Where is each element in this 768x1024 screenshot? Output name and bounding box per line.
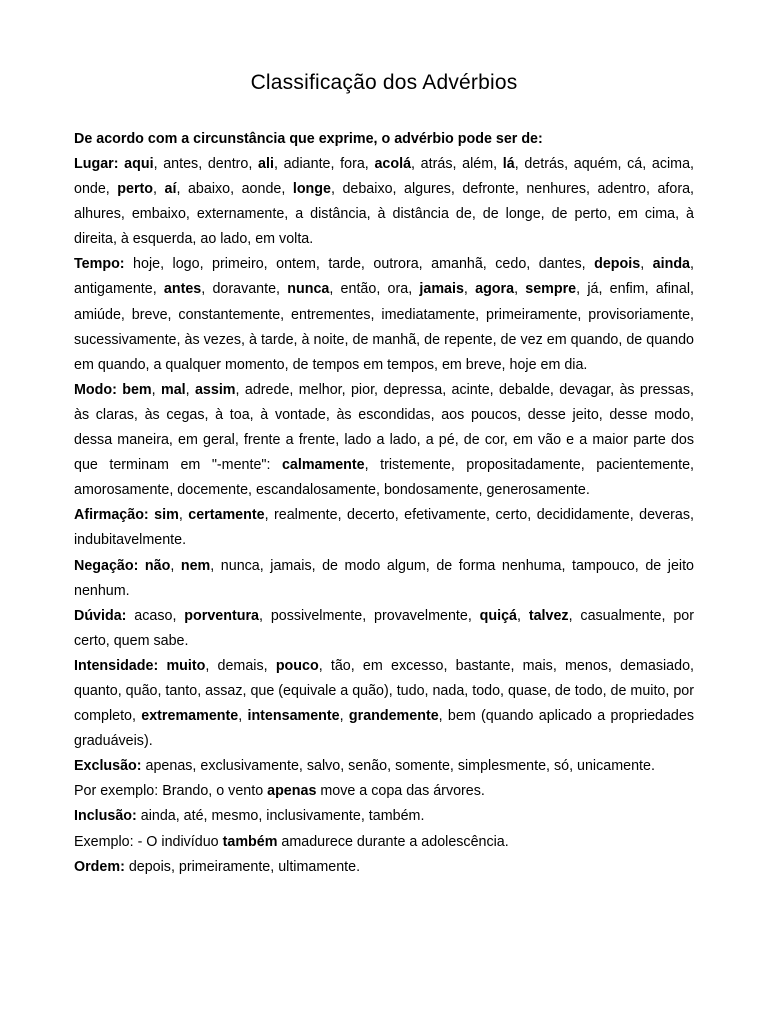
highlighted-adverb: jamais — [419, 281, 464, 298]
paragraph-text: , — [339, 708, 349, 725]
paragraph-text: , então, ora, — [329, 281, 420, 298]
highlighted-adverb: mal — [161, 381, 186, 398]
paragraph-text: , — [178, 507, 189, 524]
category-label: Exclusão: — [74, 758, 142, 775]
category-label: Ordem: — [74, 858, 125, 875]
paragraph-text: , antes, dentro, — [153, 156, 259, 172]
paragraph-text: , antigamente, — [74, 256, 694, 298]
paragraph-text: Exemplo: - O indivíduo — [74, 833, 223, 850]
paragraph-text: , realmente, decerto, efetivamente, certo, decididamente, deveras, indubitavelmente. — [74, 507, 694, 549]
paragraph-exclusao — [74, 754, 694, 779]
highlighted-adverb: grandemente — [348, 708, 439, 725]
paragraph-text: , — [640, 256, 653, 273]
paragraph-text: apenas, exclusivamente, salvo, senão, somente, simplesmente, só, unicamente. — [141, 758, 655, 775]
paragraph-text: , — [517, 607, 529, 624]
paragraph-text: amadurece durante a adolescência. — [277, 833, 509, 850]
paragraph-text: , detrás, aquém, cá, acima, onde, — [74, 156, 694, 198]
paragraph-negacao — [74, 554, 694, 604]
adverb-categories — [74, 152, 694, 880]
paragraph-inclusao — [74, 804, 694, 829]
highlighted-adverb: não — [144, 557, 171, 574]
highlighted-adverb: longe — [292, 181, 331, 198]
paragraph-text: , demais, — [205, 657, 276, 674]
paragraph-intensidade — [74, 654, 694, 754]
paragraph-text: , — [170, 557, 181, 574]
paragraph-text: , casualmente, por certo, quem sabe. — [74, 607, 694, 649]
highlighted-adverb: pouco — [275, 657, 319, 674]
paragraph-text: , tristemente, propositadamente, pacientemente, amorosamente, docemente, escandalosamente, bondosamente, generosamente. — [74, 457, 695, 499]
highlighted-adverb: calmamente — [281, 457, 365, 474]
paragraph-exclusao-exemplo — [74, 779, 694, 804]
paragraph-text: , possivelmente, provavelmente, — [258, 607, 480, 624]
highlighted-adverb: muito — [166, 657, 206, 674]
paragraph-inclusao-exemplo — [74, 830, 694, 855]
highlighted-adverb: assim — [194, 381, 236, 398]
highlighted-adverb: porventura — [184, 607, 259, 624]
paragraph-text: , — [238, 708, 248, 725]
highlighted-adverb: quiçá — [479, 607, 517, 624]
paragraph-text: , — [185, 381, 195, 398]
category-label: Intensidade: — [74, 657, 159, 674]
highlighted-adverb: apenas — [267, 783, 317, 800]
paragraph-text: , nunca, jamais, de modo algum, de forma nenhuma, tampouco, de jeito nenhum. — [74, 557, 694, 599]
paragraph-text: , — [514, 281, 526, 298]
paragraph-ordem — [74, 855, 694, 880]
highlighted-adverb: talvez — [528, 607, 569, 624]
paragraph-modo — [74, 378, 694, 503]
paragraph-text: Por exemplo: Brando, o vento — [74, 783, 268, 800]
category-label: Modo: — [74, 381, 117, 398]
highlighted-adverb: antes — [163, 281, 202, 298]
highlighted-adverb: sim — [154, 507, 179, 524]
highlighted-adverb: intensamente — [247, 708, 340, 725]
paragraph-lugar — [74, 152, 694, 252]
document-title: Classificação dos Advérbios — [250, 71, 518, 94]
highlighted-adverb: também — [222, 833, 278, 850]
category-label: Lugar: — [74, 156, 119, 172]
highlighted-adverb: acolá — [374, 156, 412, 172]
highlighted-adverb: nem — [180, 557, 211, 574]
highlighted-adverb: ainda — [652, 256, 691, 273]
paragraph-text: acaso, — [126, 607, 185, 624]
paragraph-text: hoje, logo, primeiro, ontem, tarde, outrora, amanhã, cedo, dantes, — [124, 256, 595, 273]
highlighted-adverb: certamente — [188, 507, 265, 524]
paragraph-text: , — [463, 281, 476, 298]
paragraph-text: , adiante, fora, — [273, 156, 375, 172]
highlighted-adverb: lá — [502, 156, 515, 172]
document-page — [74, 66, 694, 880]
highlighted-adverb: ali — [258, 156, 274, 172]
paragraph-text: , doravante, — [201, 281, 288, 298]
paragraph-text: , atrás, além, — [411, 156, 503, 172]
highlighted-adverb: sempre — [525, 281, 577, 298]
intro-sentence: De acordo com a circunstância que exprime, o advérbio pode ser de: — [74, 131, 543, 147]
paragraph-text: depois, primeiramente, ultimamente. — [124, 858, 361, 875]
highlighted-adverb: bem — [122, 381, 152, 398]
highlighted-adverb: depois — [594, 256, 641, 273]
paragraph-text: , — [153, 181, 165, 198]
category-label: Negação: — [74, 557, 139, 574]
highlighted-adverb: aí — [164, 181, 177, 198]
paragraph-afirmacao — [74, 503, 694, 553]
category-label: Dúvida: — [74, 607, 127, 624]
paragraph-text: , tão, em excesso, bastante, mais, menos, demasiado, quanto, quão, tanto, assaz, que (equivale a quão), tudo, nada, todo, quase, de todo, de muito, por completo, — [74, 657, 695, 725]
paragraph-text: , já, enfim, afinal, amiúde, breve, constantemente, entrementes, imediatamente, primeiramente, provisoriamente, sucessivamente, às vezes, à tarde, à noite, de manhã, de repente, de vez em quando, de quando em quando, a qualquer momento, de tempos em tempos, em breve, hoje em dia. — [74, 281, 694, 373]
paragraph-text: , — [151, 381, 161, 398]
paragraph-text: , debaixo, algures, defronte, nenhures, adentro, afora, alhures, embaixo, externamente, a distância, à distância de, de longe, de perto, em cima, à direita, à esquerda, ao lado, em volta. — [74, 181, 694, 248]
paragraph-text: move a copa das árvores. — [316, 783, 485, 800]
category-label: Inclusão: — [74, 808, 137, 825]
paragraph-text: ainda, até, mesmo, inclusivamente, também. — [136, 808, 425, 825]
paragraph-text: , abaixo, aonde, — [176, 181, 293, 198]
paragraph-text: , bem (quando aplicado a propriedades graduáveis). — [74, 708, 694, 750]
category-label: Tempo: — [74, 256, 125, 273]
paragraph-text: , adrede, melhor, pior, depressa, acinte, debalde, devagar, às pressas, às claras, às cegas, à toa, à vontade, às escondidas, aos poucos, desse jeito, desse modo, dessa maneira, em geral, frente a frente, lado a lado, a pé, de cor, em vão e a maior parte dos que terminam em "-mente": — [74, 381, 694, 474]
paragraph-duvida — [74, 604, 694, 654]
highlighted-adverb: perto — [117, 181, 154, 198]
highlighted-adverb: aqui — [124, 156, 154, 172]
highlighted-adverb: extremamente — [141, 708, 239, 725]
paragraph-tempo — [74, 252, 694, 377]
highlighted-adverb: agora — [475, 281, 515, 298]
category-label: Afirmação: — [74, 507, 149, 524]
highlighted-adverb: nunca — [287, 281, 330, 298]
